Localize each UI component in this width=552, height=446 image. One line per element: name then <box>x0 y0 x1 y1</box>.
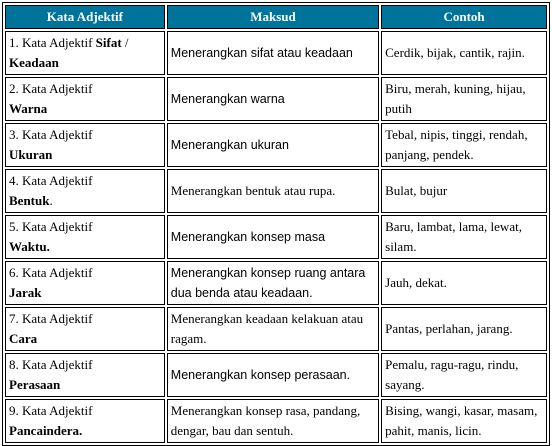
row-number-label: 8. Kata Adjektif <box>9 357 93 372</box>
row-number-label: 1. Kata Adjektif <box>9 35 96 50</box>
table-row <box>5 353 547 397</box>
cell-kata-adjektif <box>5 123 165 167</box>
cell-maksud: Menerangkan keadaan kelakuan atau ragam. <box>167 307 379 351</box>
cell-contoh: Biru, merah, kuning, hijau, putih <box>381 77 547 121</box>
cell-maksud: Menerangkan konsep masa <box>167 215 379 259</box>
row-number-label: 3. Kata Adjektif <box>9 127 93 142</box>
cell-contoh: Bulat, bujur <box>381 169 547 213</box>
adjective-type: Warna <box>9 101 48 116</box>
cell-contoh: Pantas, perlahan, jarang. <box>381 307 547 351</box>
suffix-text: . <box>49 193 53 208</box>
row-number-label: 6. Kata Adjektif <box>9 265 93 280</box>
cell-kata-adjektif <box>5 31 165 75</box>
table-row <box>5 399 547 443</box>
cell-kata-adjektif <box>5 169 165 213</box>
adjective-table <box>2 2 550 446</box>
header-kata-adjektif: Kata Adjektif <box>5 5 165 29</box>
table-header <box>5 5 547 29</box>
cell-contoh: Tebal, nipis, tinggi, rendah, panjang, pendek. <box>381 123 547 167</box>
adjective-type: Jarak <box>9 285 42 300</box>
cell-kata-adjektif <box>5 353 165 397</box>
cell-kata-adjektif <box>5 307 165 351</box>
cell-kata-adjektif <box>5 399 165 443</box>
adjective-type: Ukuran <box>9 147 53 162</box>
table-body <box>5 31 547 443</box>
cell-contoh: Bising, wangi, kasar, masam, pahit, manis, licin. <box>381 399 547 443</box>
adjective-type: Waktu. <box>9 239 50 254</box>
table-row <box>5 307 547 351</box>
row-number-label: 4. Kata Adjektif <box>9 173 93 188</box>
table-row <box>5 123 547 167</box>
header-row <box>5 5 547 29</box>
separator-text: / <box>121 35 129 50</box>
cell-contoh: Pemalu, ragu-ragu, rindu, sayang. <box>381 353 547 397</box>
table-row <box>5 31 547 75</box>
cell-maksud: Menerangkan ukuran <box>167 123 379 167</box>
cell-maksud: Menerangkan bentuk atau rupa. <box>167 169 379 213</box>
cell-kata-adjektif <box>5 77 165 121</box>
cell-maksud: Menerangkan sifat atau keadaan <box>167 31 379 75</box>
cell-maksud: Menerangkan konsep rasa, pandang, dengar, bau dan sentuh. <box>167 399 379 443</box>
cell-maksud: Menerangkan konsep ruang antara dua benda atau keadaan. <box>167 261 379 305</box>
table-row <box>5 169 547 213</box>
row-number-label: 5. Kata Adjektif <box>9 219 93 234</box>
cell-kata-adjektif <box>5 215 165 259</box>
table-row <box>5 215 547 259</box>
header-contoh: Contoh <box>381 5 547 29</box>
adjective-type: Pancaindera. <box>9 423 83 438</box>
cell-contoh: Cerdik, bijak, cantik, rajin. <box>381 31 547 75</box>
adjective-type: Bentuk <box>9 193 50 208</box>
table-row <box>5 77 547 121</box>
cell-maksud: Menerangkan konsep perasaan. <box>167 353 379 397</box>
cell-kata-adjektif <box>5 261 165 305</box>
cell-maksud: Menerangkan warna <box>167 77 379 121</box>
adjective-type: Keadaan <box>9 55 59 70</box>
row-number-label: 9. Kata Adjektif <box>9 403 93 418</box>
row-number-label: 7. Kata Adjektif <box>9 311 93 326</box>
adjective-type: Sifat <box>95 35 122 50</box>
adjective-type: Perasaan <box>9 377 61 392</box>
header-maksud: Maksud <box>167 5 379 29</box>
row-number-label: 2. Kata Adjektif <box>9 81 93 96</box>
table-row <box>5 261 547 305</box>
cell-contoh: Jauh, dekat. <box>381 261 547 305</box>
adjective-type: Cara <box>9 331 38 346</box>
cell-contoh: Baru, lambat, lama, lewat, silam. <box>381 215 547 259</box>
